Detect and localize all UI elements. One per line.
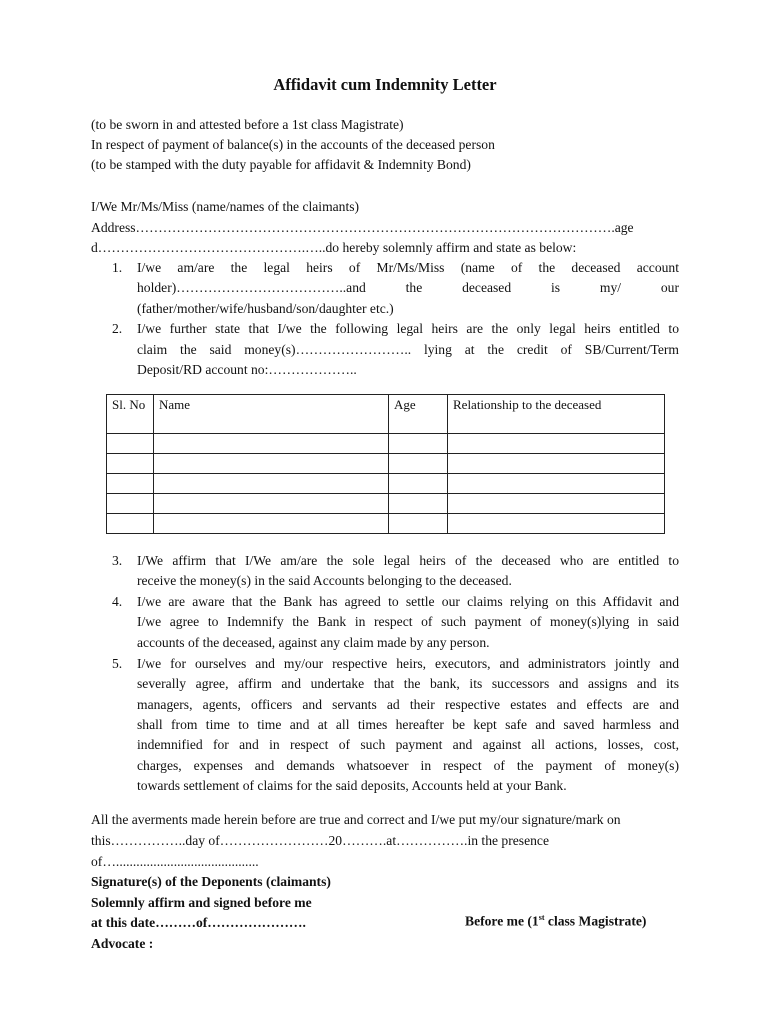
- deponents-signature-label: Signature(s) of the Deponents (claimants): [91, 874, 331, 889]
- item-5-line-3: managers, agents, officers and servants ad their respective estates and effects are and: [137, 697, 679, 712]
- item-5-number: 5.: [112, 656, 123, 671]
- cell-name[interactable]: [154, 434, 389, 454]
- averments-line-2: this……………..day of……………………20……….at…………….in the presence: [91, 833, 549, 848]
- item-5-line-7: towards settlement of claims for the said deposits, Accounts held at your Bank.: [137, 778, 567, 793]
- document-title: Affidavit cum Indemnity Letter: [273, 75, 497, 94]
- cell-sl-no[interactable]: [107, 434, 154, 454]
- item-3-line-1: I/We affirm that I/We am/are the sole legal heirs of the deceased who are entitled to: [137, 553, 679, 568]
- intro-sworn: (to be sworn in and attested before a 1st class Magistrate): [91, 117, 404, 132]
- item-4-line-2: I/we agree to Indemnify the Bank in respect of such payment of money(s)lying in said: [137, 614, 679, 629]
- table-row: [107, 474, 665, 494]
- item-5-line-5: indemnified for and in respect of such payment and against all actions, losses, cost,: [137, 737, 679, 752]
- cell-sl-no[interactable]: [107, 474, 154, 494]
- item-2-line-3: Deposit/RD account no:………………..: [137, 362, 357, 377]
- advocate-label: Advocate :: [91, 936, 154, 951]
- intro-stamped: (to be stamped with the duty payable for affidavit & Indemnity Bond): [91, 157, 471, 172]
- cell-sl-no[interactable]: [107, 494, 154, 514]
- cell-name[interactable]: [154, 494, 389, 514]
- table-header-row: [107, 395, 665, 434]
- table-row: [107, 454, 665, 474]
- item-5-line-1: I/we for ourselves and my/our respective heirs, executors, and administrators jointly and: [137, 656, 679, 671]
- cell-age[interactable]: [389, 434, 448, 454]
- table-row: [107, 434, 665, 454]
- cell-age[interactable]: [389, 474, 448, 494]
- item-1-line-2: holder)………………………………..and the deceased is my/ our: [137, 280, 679, 295]
- cell-sl-no[interactable]: [107, 514, 154, 534]
- cell-relationship[interactable]: [448, 454, 665, 474]
- intro-respect: In respect of payment of balance(s) in the accounts of the deceased person: [91, 137, 495, 152]
- cell-relationship[interactable]: [448, 494, 665, 514]
- cell-relationship[interactable]: [448, 514, 665, 534]
- affirm-line: d……………………………………….…..do hereby solemnly affirm and state as below:: [91, 240, 577, 255]
- item-1-line-1: I/we am/are the legal heirs of Mr/Ms/Miss (name of the deceased account: [137, 260, 679, 275]
- before-me-superscript: st: [538, 913, 545, 922]
- item-1-line-3: (father/mother/wife/husband/son/daughter etc.): [137, 301, 394, 316]
- legal-heirs-table: [106, 394, 665, 534]
- claimants-line: I/We Mr/Ms/Miss (name/names of the claimants): [91, 199, 360, 214]
- address-line: Address…………………………………………………………………………………………….age: [91, 220, 634, 235]
- item-2-number: 2.: [112, 321, 123, 336]
- averments-line-3: of…..........................................: [91, 854, 259, 869]
- item-5-line-4: shall from time to time and at all times hereafter be kept safe and saved harmless and: [137, 717, 679, 732]
- header-relationship: Relationship to the deceased: [448, 395, 665, 434]
- item-1-number: 1.: [112, 260, 123, 275]
- cell-relationship[interactable]: [448, 434, 665, 454]
- cell-age[interactable]: [389, 514, 448, 534]
- date-line: at this date………of………………….: [91, 915, 306, 930]
- item-4-number: 4.: [112, 594, 123, 609]
- solemnly-affirm-label: Solemnly affirm and signed before me: [91, 895, 312, 910]
- before-me-label: [465, 913, 646, 930]
- item-5-line-2: severally agree, affirm and undertake that the bank, its successors and assigns and its: [137, 676, 679, 691]
- item-5-line-6: charges, expenses and demands whatsoever in respect of the payment of money(s): [137, 758, 679, 773]
- cell-name[interactable]: [154, 514, 389, 534]
- item-4-line-3: accounts of the deceased, against any claim made by any person.: [137, 635, 490, 650]
- before-me-suffix: class Magistrate): [544, 913, 647, 929]
- header-name: Name: [154, 395, 389, 434]
- table-row: [107, 494, 665, 514]
- table-row: [107, 514, 665, 534]
- cell-name[interactable]: [154, 474, 389, 494]
- before-me-prefix: Before me (1: [465, 913, 539, 929]
- item-3-line-2: receive the money(s) in the said Accounts belonging to the deceased.: [137, 573, 512, 588]
- item-2-line-1: I/we further state that I/we the following legal heirs are the only legal heirs entitled to: [137, 321, 679, 336]
- header-age: Age: [389, 395, 448, 434]
- item-3-number: 3.: [112, 553, 123, 568]
- item-2-line-2: claim the said money(s)…………………….. lying at the credit of SB/Current/Term: [137, 342, 679, 357]
- averments-line-1: All the averments made herein before are true and correct and I/we put my/our signature/mark on: [91, 812, 621, 827]
- cell-age[interactable]: [389, 454, 448, 474]
- cell-relationship[interactable]: [448, 474, 665, 494]
- item-4-line-1: I/we are aware that the Bank has agreed to settle our claims relying on this Affidavit and: [137, 594, 679, 609]
- cell-name[interactable]: [154, 454, 389, 474]
- cell-sl-no[interactable]: [107, 454, 154, 474]
- cell-age[interactable]: [389, 494, 448, 514]
- header-sl-no: Sl. No: [107, 395, 154, 434]
